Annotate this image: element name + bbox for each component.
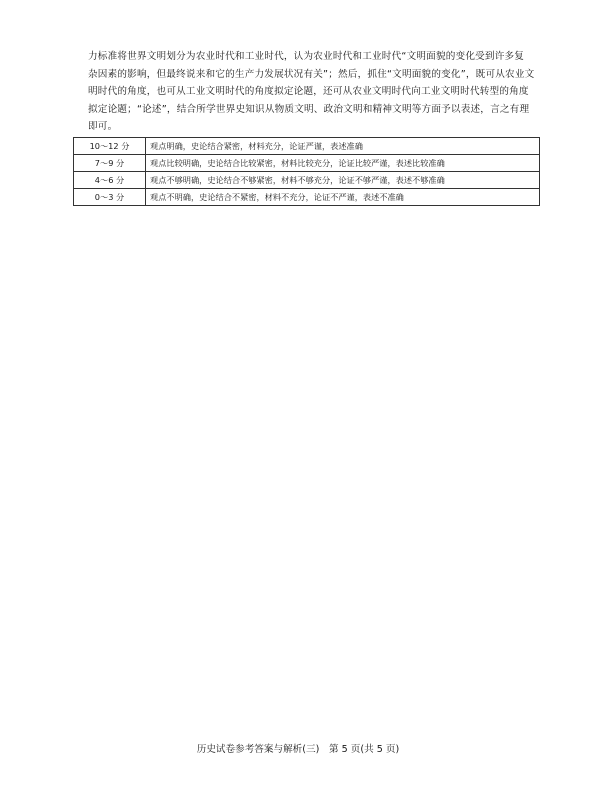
paragraph-line: 即可。 <box>88 121 118 133</box>
score-range-cell: 7～9 分 <box>74 155 146 172</box>
page-footer: 历史试卷参考答案与解析(三) 第 5 页(共 5 页) <box>196 744 400 755</box>
score-range-cell: 4～6 分 <box>74 172 146 189</box>
paragraph-line: 杂因素的影响，但最终说来和它的生产力发展状况有关”；然后，抓住“文明面貌的变化”，既可从农业文 <box>88 68 535 80</box>
criteria-cell: 观点明确，史论结合紧密，材料充分，论证严谨，表述准确 <box>146 138 540 155</box>
paragraph-line: 力标准将世界文明划分为农业时代和工业时代，认为农业时代和工业时代“文明面貌的变化受到许多复 <box>88 51 525 62</box>
paragraph-line: 拟定论题；“论述”，结合所学世界史知识从物质文明、政治文明和精神文明等方面予以表述，言之有理 <box>88 103 530 115</box>
criteria-cell: 观点不明确，史论结合不紧密，材料不充分，论证不严谨，表述不准确 <box>146 189 540 206</box>
criteria-cell: 观点比较明确，史论结合比较紧密，材料比较充分，论证比较严谨，表述比较准确 <box>146 155 540 172</box>
table-row <box>74 189 540 206</box>
criteria-cell: 观点不够明确，史论结合不够紧密，材料不够充分，论证不够严谨，表述不够准确 <box>146 172 540 189</box>
table-row <box>74 155 540 172</box>
grading-table <box>73 137 540 206</box>
table-row <box>74 138 540 155</box>
table-row <box>74 172 540 189</box>
score-range-cell: 0～3 分 <box>74 189 146 206</box>
answer-paragraph <box>88 48 540 136</box>
score-range-cell: 10～12 分 <box>74 138 146 155</box>
paragraph-line: 明时代的角度，也可从工业文明时代的角度拟定论题，还可从农业文明时代向工业文明时代转型的角度 <box>88 86 529 98</box>
